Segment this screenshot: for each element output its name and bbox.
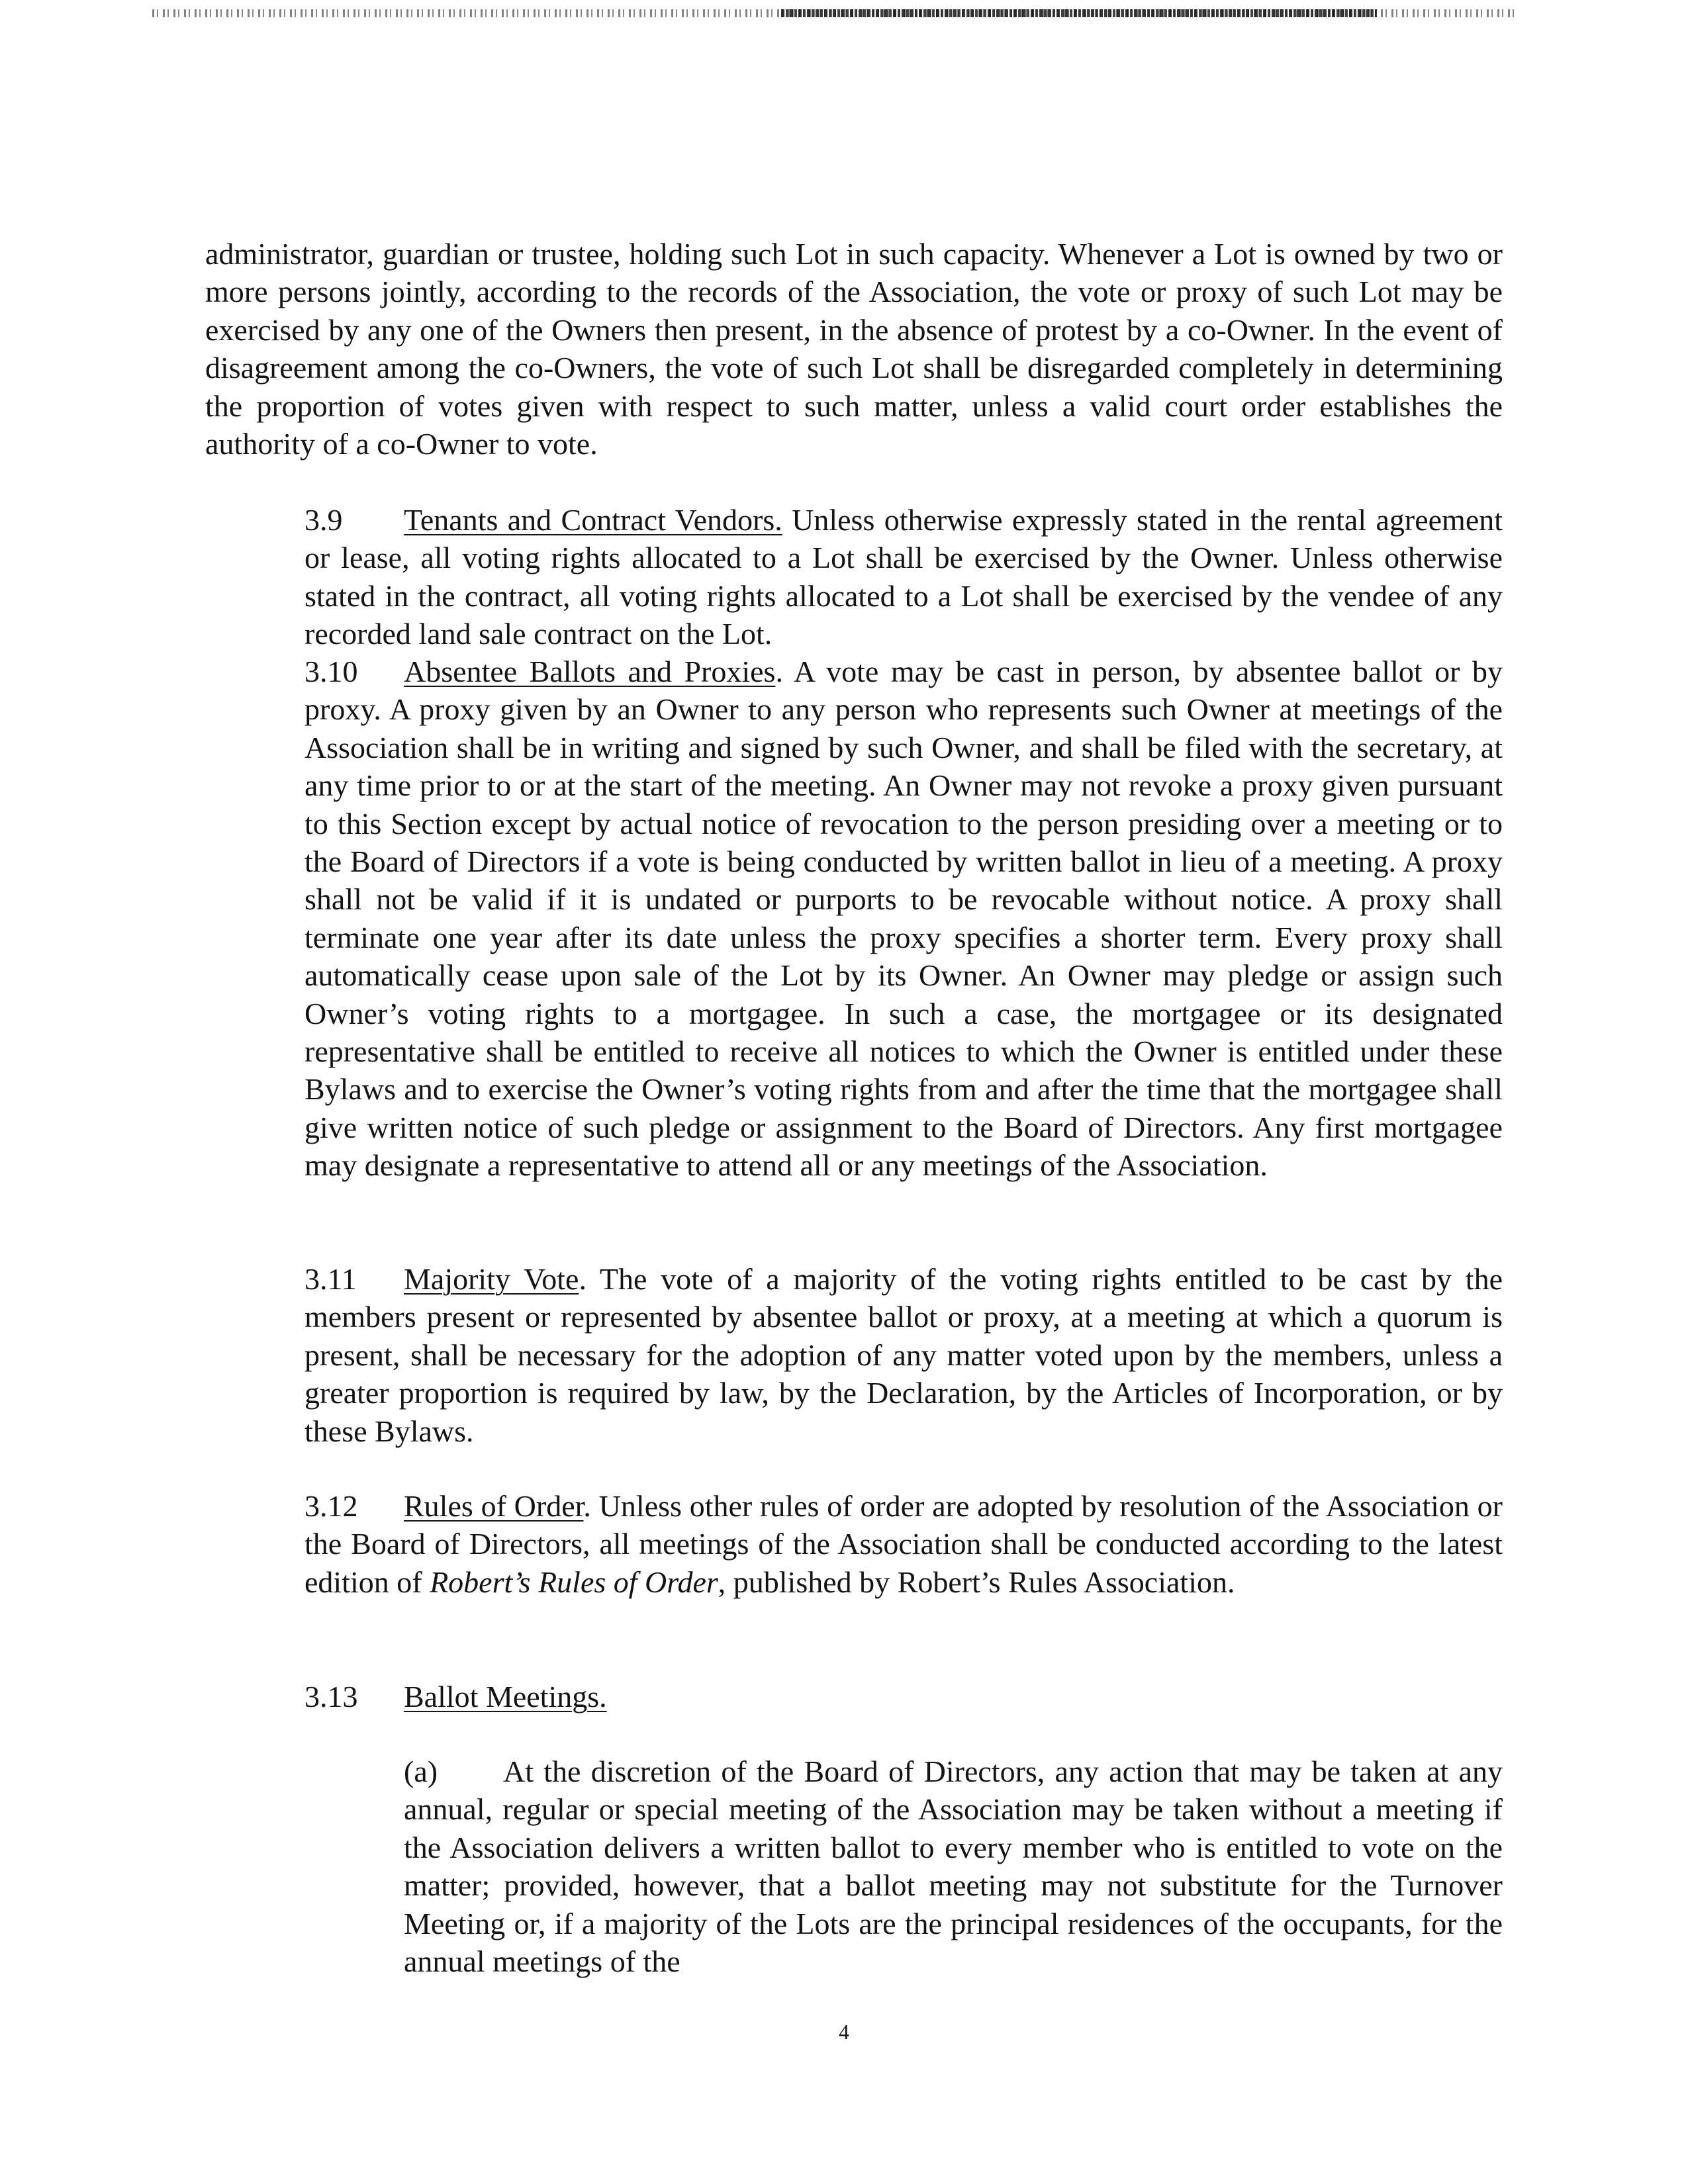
section-3-11 — [205, 1260, 1503, 1450]
section-paragraph — [205, 1678, 1503, 1715]
section-3-12 — [205, 1487, 1503, 1601]
section-number: 3.13 — [305, 1680, 358, 1713]
section-heading: Ballot Meetings — [404, 1680, 600, 1713]
section-body-before: . Unless other rules of order are adopted by resolution of the Association or the Board of Directors, all meetings of the Association shall be conducted according to the latest edition of — [305, 1489, 1503, 1599]
scan-artifact-strip-dense — [781, 9, 1377, 17]
section-3-10 — [205, 653, 1503, 1185]
section-number: 3.10 — [305, 655, 358, 688]
section-paragraph — [205, 501, 1503, 653]
section-heading-suffix: . — [599, 1680, 607, 1713]
section-body: Unless otherwise expressly stated in the rental agreement or lease, all voting rights allocated to a Lot shall be exercised by the Owner. Unless otherwise stated in the contract, all voting rights allocated to a Lot shall be exercised by the vendee of any recorded land sale contract on the Lot. — [305, 503, 1503, 651]
section-number: 3.9 — [305, 503, 343, 537]
section-heading: Rules of Order — [404, 1489, 584, 1523]
subsection-body: At the discretion of the Board of Directors, any action that may be taken at any annual, regular or special meeting of the Association may be taken without a meeting if the Association delivers a written ballot to every member who is entitled to vote on the matter; provided, however, that a ballot meeting may not substitute for the Turnover Meeting or, if a majority of the Lots are the principal residences of the occupants, for the annual meetings of the — [404, 1754, 1503, 1979]
section-paragraph — [205, 1487, 1503, 1601]
section-number: 3.12 — [305, 1489, 358, 1523]
page-number: 4 — [839, 2020, 849, 2044]
section-paragraph — [205, 653, 1503, 1185]
section-heading: Majority Vote — [404, 1262, 579, 1296]
section-body-after: , published by Robert’s Rules Association. — [718, 1565, 1235, 1599]
carryover-paragraph — [205, 235, 1503, 463]
section-heading: Absentee Ballots and Proxies — [404, 655, 776, 688]
subsection-paragraph — [205, 1752, 1503, 1980]
subsection-label: (a) — [404, 1754, 438, 1788]
section-heading: Tenants and Contract Vendors. — [404, 503, 782, 537]
section-body: . The vote of a majority of the voting rights entitled to be cast by the members present or represented by absentee ballot or proxy, at a meeting at which a quorum is present, shall be necessary for the adoption of any matter voted upon by the members, unless a greater proportion is required by law, by the Declaration, by the Articles of Incorporation, or by these Bylaws. — [305, 1262, 1503, 1448]
subsection-a — [205, 1752, 1503, 1980]
section-body-italic: Robert’s Rules of Order — [430, 1565, 718, 1599]
carryover-text: administrator, guardian or trustee, holding such Lot in such capacity. Whenever a Lot is owned by two or more persons jointly, according to the records of the Association, the vote or proxy of such Lot may be exercised by any one of the Owners then present, in the absence of protest by a co-Owner. In the event of disagreement among the co-Owners, the vote of such Lot shall be disregarded completely in determining the proportion of votes given with respect to such matter, unless a valid court order establishes the authority of a co-Owner to vote. — [205, 237, 1503, 461]
section-body: . A vote may be cast in person, by absentee ballot or by proxy. A proxy given by an Owner to any person who represents such Owner at meetings of the Association shall be in writing and signed by such Owner, and shall be filed with the secretary, at any time prior to or at the start of the meeting. An Owner may not revoke a proxy given pursuant to this Section except by actual notice of revocation to the person presiding over a meeting or to the Board of Directors if a vote is being conducted by written ballot in lieu of a meeting. A proxy shall not be valid if it is undated or purports to be revocable without notice. A proxy shall terminate one year after its date unless the proxy specifies a shorter term. Every proxy shall automatically cease upon sale of the Lot by its Owner. An Owner may pledge or assign such Owner’s voting rights to a mortgagee. In such a case, the mortgagee or its designated representative shall be entitled to receive all notices to which the Owner is entitled under these Bylaws and to exercise the Owner’s voting rights from and after the time that the mortgagee shall give written notice of such pledge or assignment to the Board of Directors. Any first mortgagee may designate a representative to attend all or any meetings of the Association. — [305, 655, 1503, 1183]
section-number: 3.11 — [305, 1262, 357, 1296]
section-3-9 — [205, 501, 1503, 653]
section-3-13 — [205, 1678, 1503, 1715]
section-paragraph — [205, 1260, 1503, 1450]
